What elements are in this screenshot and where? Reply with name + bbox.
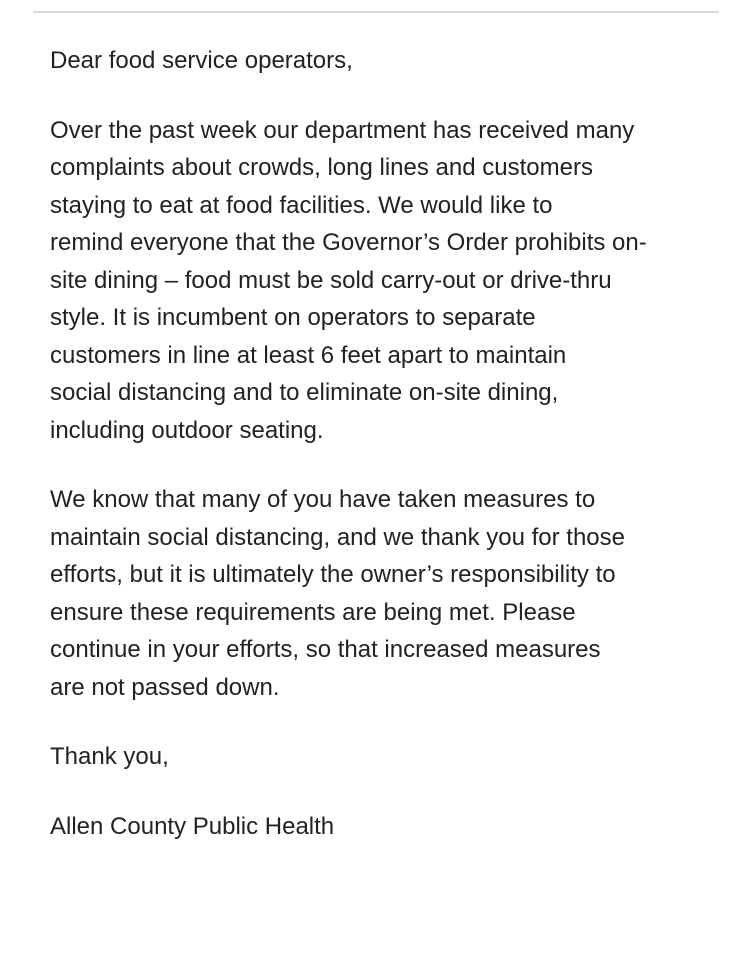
paragraph-2 [50,481,720,706]
text-line: Allen County Public Health [50,812,335,840]
text-line: are not passed down. [50,673,280,701]
closing [50,738,720,776]
text-line: maintain social distancing, and we thank you for those [50,523,626,551]
top-divider [33,11,719,13]
text-line: Thank you, [50,743,169,770]
text-line: Over the past week our department has received many [50,116,635,144]
letter-body [50,42,720,845]
text-line: continue in your efforts, so that increased measures [50,636,601,663]
text-line: ensure these requirements are being met. Please [50,598,576,626]
salutation [50,42,720,80]
text-line: complaints about crowds, long lines and customers [50,154,593,181]
text-line: style. It is incumbent on operators to separate [50,304,536,331]
text-line: We know that many of you have taken measures to [50,486,596,513]
text-line: site dining – food must be sold carry-out or drive-thru [50,266,612,294]
text-line: customers in line at least 6 feet apart to maintain [50,341,567,369]
text-line: including outdoor seating. [50,416,324,444]
text-line: remind everyone that the Governor’s Order prohibits on- [50,229,647,256]
text-line: social distancing and to eliminate on-site dining, [50,379,559,406]
text-line: staying to eat at food facilities. We would like to [50,191,553,219]
paragraph-1 [50,112,720,450]
text-line: Dear food service operators, [50,47,353,74]
text-line: efforts, but it is ultimately the owner’s responsibility to [50,561,616,588]
signature [50,808,720,846]
